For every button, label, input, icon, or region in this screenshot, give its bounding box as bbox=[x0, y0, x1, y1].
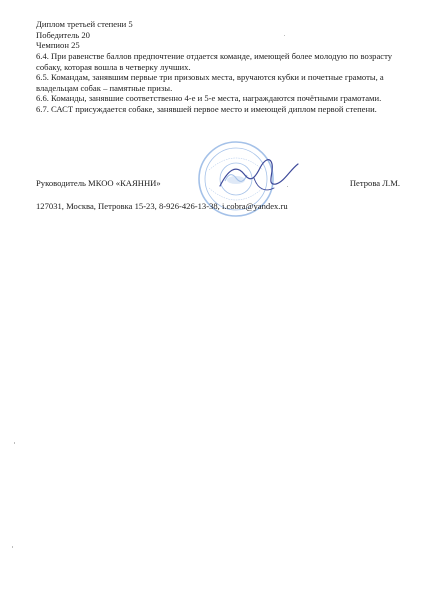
prize-line-third-diploma: Диплом третьей степени 5 bbox=[36, 19, 133, 29]
rule-6-6: 6.6. Команды, занявшие соответственно 4-е и 5-е места, награждаются почётными грамотами. bbox=[36, 93, 382, 104]
prize-points-list bbox=[36, 19, 406, 51]
prize-line-champion: Чемпион 25 bbox=[36, 40, 80, 51]
rule-6-7: 6.7. САСТ присуждается собаке, занявшей первое место и имеющей диплом первой степени. bbox=[36, 103, 377, 114]
rule-6-5: 6.5. Командам, занявшим первые три призовых места, вручаются кубки и почетные грамоты, а владельцам собак – памятные призы. bbox=[36, 72, 384, 93]
rules-section bbox=[36, 51, 406, 115]
signature-left-label: Руководитель МКОО «КАЯННИ» bbox=[36, 178, 161, 188]
contact-address: 127031, Москва, Петровка 15-23, 8-926-426-13-38, i.cobra@yandex.ru bbox=[36, 201, 288, 211]
scan-speck bbox=[12, 546, 13, 548]
signature-row bbox=[36, 178, 400, 189]
scan-speck bbox=[14, 442, 15, 444]
scan-speck bbox=[284, 35, 285, 36]
prize-line-winner: Победитель 20 bbox=[36, 29, 90, 40]
scan-speck bbox=[287, 186, 288, 187]
signature-right-name: Петрова Л.М. bbox=[349, 178, 400, 188]
handwritten-signature-icon bbox=[214, 150, 304, 200]
rule-6-4: 6.4. При равенстве баллов предпочтение отдается команде, имеющей более молодую по возрасту собаку, которая вошла в четверку лучших. bbox=[36, 51, 393, 72]
